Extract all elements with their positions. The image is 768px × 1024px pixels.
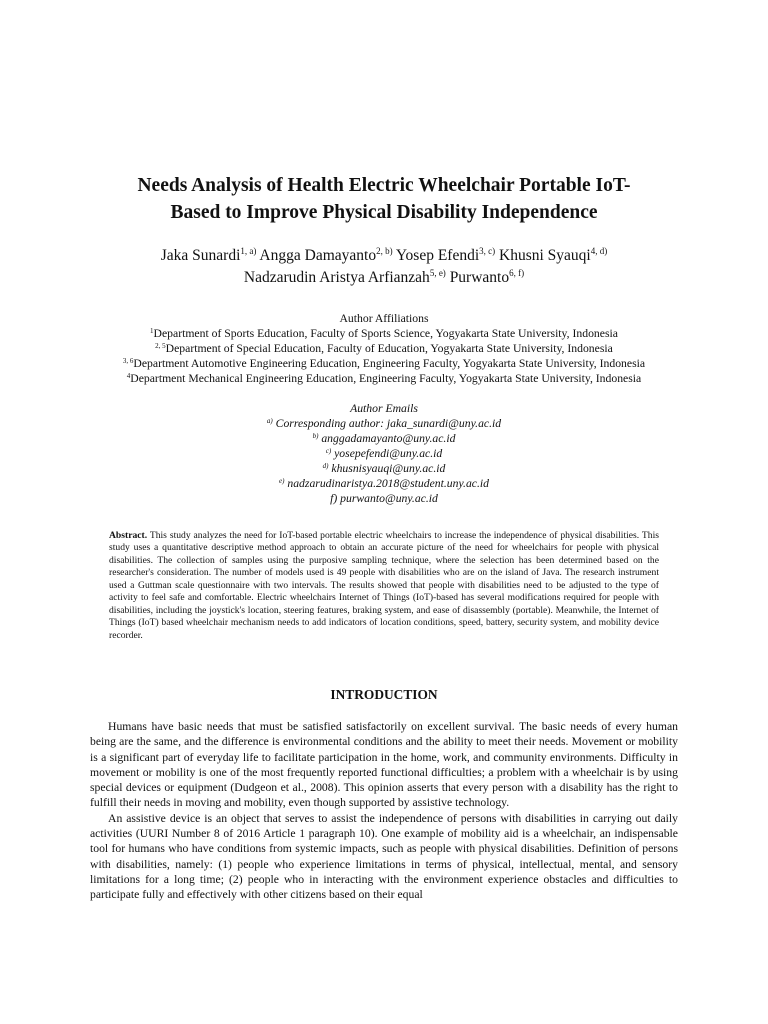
affiliation-text: Department Automotive Engineering Education, Engineering Faculty, Yogyakarta State University, Indonesia: [133, 357, 646, 370]
email-marker: e): [278, 477, 285, 485]
title-line-1: Needs Analysis of Health Electric Wheelchair Portable IoT-: [137, 175, 631, 196]
paragraph: Humans have basic needs that must be satisfied satisfactorily on excellent survival. The basic needs of every human being are the same, and the difference is environmental conditions and the ability to meet their needs. Movement or mobility is a significant part of everyday life to facilitate participation in the home, work, and community environments. Difficulty in movement or mobility is one of the most frequently reported functional difficulties; a problem with a wheelchair is by using special devices or equipment (Dudgeon et al., 2008). This opinion asserts that every person with a disability has the right to fulfill their needs in moving and mobility, even though supported by assistive technology.: [90, 720, 678, 810]
email-text: nadzarudinaristya.2018@student.uny.ac.id: [287, 477, 490, 490]
email-text: f) purwanto@uny.ac.id: [330, 492, 438, 505]
email-text: Corresponding author: jaka_sunardi@uny.ac.id: [275, 417, 502, 430]
author-name: Yosep Efendi: [395, 247, 480, 264]
author-line-1: [60, 245, 708, 267]
email-marker: c): [325, 447, 332, 455]
author-line-2: [60, 267, 708, 289]
author-name: Jaka Sunardi: [160, 247, 241, 264]
affiliations-heading: Author Affiliations: [339, 312, 429, 325]
abstract-label: Abstract.: [109, 530, 148, 541]
affiliation-text: Department of Sports Education, Faculty of Sports Science, Yogyakarta State University, Indonesia: [153, 327, 618, 340]
affiliation-marker: 3, 6: [122, 357, 134, 365]
email-text: yosepefendi@uny.ac.id: [334, 447, 443, 460]
abstract: [109, 530, 659, 642]
affiliation-item: [60, 326, 708, 341]
author-name: Purwanto: [449, 269, 510, 286]
email-item: [60, 416, 708, 431]
author-name: Nadzarudin Aristya Arfianzah: [243, 269, 430, 286]
affiliation-text: Department of Special Education, Faculty of Education, Yogyakarta State University, Indonesia: [165, 342, 613, 355]
email-text: anggadamayanto@uny.ac.id: [321, 432, 456, 445]
author-marker: 1, a): [240, 246, 257, 256]
author-list: [60, 245, 708, 289]
abstract-text: This study analyzes the need for IoT-based portable electric wheelchairs to increase the independence of physical disabilities. This study uses a quantitative descriptive method approach to obtain an accurate picture of the need for wheelchairs for people with physical disabilities. The collection of samples using the purposive sampling technique, where the selection has been determined based on the researcher's consideration. The number of models used is 49 people with disabilities who are on the island of Java. The research instrument used a Guttman scale questionnaire with two intervals. The results showed that people with disabilities need to be adjusted to the type of activity to feel safe and comfortable. Electric wheelchairs Internet of Things (IoT)-based has several modifications required for people with disabilities, including the joystick's location, steering features, braking system, and ease of disassembly (portable). Meanwhile, the Internet of Things (IoT) based wheelchair mechanism needs to add indicators of location conditions, speed, battery, security system, and mobility device recorder.: [109, 530, 659, 641]
author-marker: 6, f): [509, 268, 525, 278]
title-line-2: Based to Improve Physical Disability Independence: [170, 202, 598, 223]
affiliation-item: [60, 341, 708, 356]
affiliation-item: [60, 356, 708, 371]
affiliation-marker: 1: [150, 327, 154, 335]
paragraph: An assistive device is an object that serves to assist the independence of persons with disabilities in carrying out daily activities (UURI Number 8 of 2016 Article 1 paragraph 10). One example of mobility aid is a wheelchair, an indispensable tool for humans who have conditions from systemic impacts, such as people with physical disabilities. Definition of persons with disabilities, namely: (1) people who experience limitations in terms of physical, intellectual, mental, and sensory limitations for a long time; (2) people who in interacting with the environment experience obstacles and difficulties to participate fully and effectively with other citizens based on their equal: [90, 811, 678, 902]
affiliation-marker: 4: [126, 372, 131, 380]
affiliation-marker: 2, 5: [155, 342, 166, 350]
author-marker: 3, c): [479, 246, 496, 256]
email-item: [60, 431, 708, 446]
author-marker: 2, b): [376, 246, 393, 256]
email-marker: d): [322, 462, 329, 470]
email-item: [60, 446, 708, 461]
email-marker: b): [312, 432, 319, 440]
author-emails: [60, 401, 708, 506]
email-item: [60, 476, 708, 491]
author-marker: 5, e): [429, 268, 446, 278]
email-marker: a): [266, 417, 273, 425]
email-item: [60, 461, 708, 476]
email-text: khusnisyauqi@uny.ac.id: [331, 462, 446, 475]
affiliation-text: Department Mechanical Engineering Education, Engineering Faculty, Yogyakarta State University, Indonesia: [130, 372, 642, 385]
author-name: Khusni Syauqi: [499, 247, 591, 264]
section-heading: INTRODUCTION: [330, 687, 438, 702]
author-marker: 4, d): [590, 246, 608, 256]
author-name: Angga Damayanto: [259, 247, 377, 264]
introduction-body: [90, 719, 678, 903]
affiliation-item: [60, 371, 708, 386]
emails-heading: Author Emails: [350, 402, 418, 415]
email-item: [60, 491, 708, 506]
paper-title: [60, 172, 708, 226]
affiliations: [60, 311, 708, 386]
